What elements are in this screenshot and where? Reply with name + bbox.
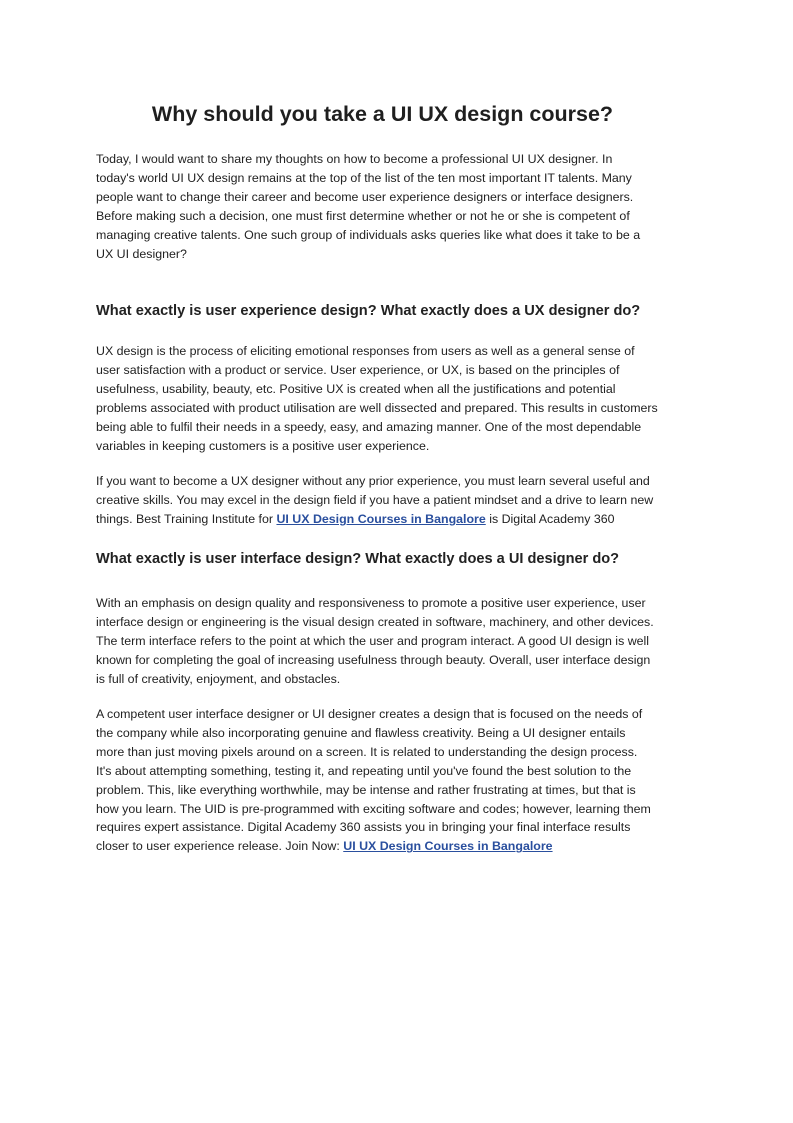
ui-p2-line-7: requires expert assistance. Digital Academy 360 assists you in bringing your final interface results bbox=[96, 820, 631, 835]
ux-paragraph-1 bbox=[96, 342, 708, 455]
ux-paragraph-2 bbox=[96, 472, 708, 529]
ui-ux-courses-link-1[interactable]: UI UX Design Courses in Bangalore bbox=[276, 511, 486, 526]
ux-p2-line-1: If you want to become a UX designer without any prior experience, you must learn several useful and bbox=[96, 474, 650, 488]
ux-p2-line-3-prefix: things. Best Training Institute for bbox=[96, 511, 277, 526]
ui-paragraph-2 bbox=[96, 705, 708, 856]
ui-p1-line-2: interface design or engineering is the visual design created in software, machinery, and other devices. bbox=[96, 614, 654, 629]
intro-line-5: managing creative talents. One such group of individuals asks queries like what does it take to be a bbox=[96, 227, 641, 242]
intro-line-4: Before making such a decision, one must first determine whether or not he or she is competent of bbox=[96, 208, 630, 223]
ux-p2-line-3 bbox=[96, 510, 708, 529]
page-title: Why should you take a UI UX design course? bbox=[151, 102, 614, 126]
intro-line-2: today's world UI UX design remains at the top of the list of the ten most important IT talents. Many bbox=[96, 170, 632, 185]
ui-p1-line-3: The term interface refers to the point at which the user and program interact. A good UI design is well bbox=[96, 633, 650, 648]
ui-p1-line-4: known for completing the goal of increasing usefulness through beauty. Overall, user interface design bbox=[96, 652, 651, 667]
ui-paragraph-1 bbox=[96, 594, 708, 689]
ux-p1-line-2: user satisfaction with a product or service. User experience, or UX, is based on the principles of bbox=[96, 362, 620, 377]
ux-p1-line-1: UX design is the process of eliciting emotional responses from users as well as a general sense of bbox=[96, 344, 635, 358]
ui-p2-line-3: more than just moving pixels around on a screen. It is related to understanding the design process. bbox=[96, 744, 638, 759]
intro-line-3: people want to change their career and become user experience designers or interface designers. bbox=[96, 189, 634, 204]
ux-section-heading: What exactly is user experience design? What exactly does a UX designer do? bbox=[96, 303, 641, 319]
ui-p2-line-1: A competent user interface designer or UI designer creates a design that is focused on the needs of bbox=[96, 707, 643, 721]
ui-p2-line-5: problem. This, like everything worthwhile, may be intense and rather frustrating at times, but that is bbox=[96, 782, 636, 797]
ui-p2-line-8 bbox=[96, 837, 708, 856]
ui-p2-line-2: the company while also incorporating genuine and flawless creativity. Being a UI designer entails bbox=[96, 725, 626, 740]
intro-paragraph bbox=[96, 150, 708, 263]
ux-p1-line-5: being able to fulfil their needs in a speedy, easy, and amazing manner. One of the most dependable bbox=[96, 419, 642, 434]
intro-line-6: UX UI designer? bbox=[96, 246, 187, 261]
ui-p2-line-8-prefix: closer to user experience release. Join Now: bbox=[96, 839, 344, 854]
ui-ux-courses-link-2[interactable]: UI UX Design Courses in Bangalore bbox=[343, 839, 553, 854]
ui-section-heading: What exactly is user interface design? What exactly does a UI designer do? bbox=[96, 551, 620, 567]
ui-p2-line-4: It's about attempting something, testing it, and repeating until you've found the best solution to the bbox=[96, 763, 632, 778]
ux-p1-line-4: problems associated with product utilisation are well dissected and prepared. This results in customers bbox=[96, 400, 658, 415]
intro-line-1: Today, I would want to share my thoughts on how to become a professional UI UX designer. In bbox=[96, 152, 613, 166]
ui-p1-line-1: With an emphasis on design quality and responsiveness to promote a positive user experience, user bbox=[96, 596, 646, 610]
ui-p1-line-5: is full of creativity, enjoyment, and obstacles. bbox=[96, 671, 341, 686]
ux-p2-line-2: creative skills. You may excel in the design field if you have a patient mindset and a drive to learn new bbox=[96, 492, 654, 507]
ux-p2-line-3-suffix: is Digital Academy 360 bbox=[485, 511, 615, 526]
ui-p2-line-6: how you learn. The UID is pre-programmed with exciting software and codes; however, learning them bbox=[96, 801, 651, 816]
ux-p1-line-6: variables in keeping customers is a positive user experience. bbox=[96, 438, 430, 453]
ux-p1-line-3: usefulness, usability, beauty, etc. Positive UX is created when all the justifications and potential bbox=[96, 381, 616, 396]
